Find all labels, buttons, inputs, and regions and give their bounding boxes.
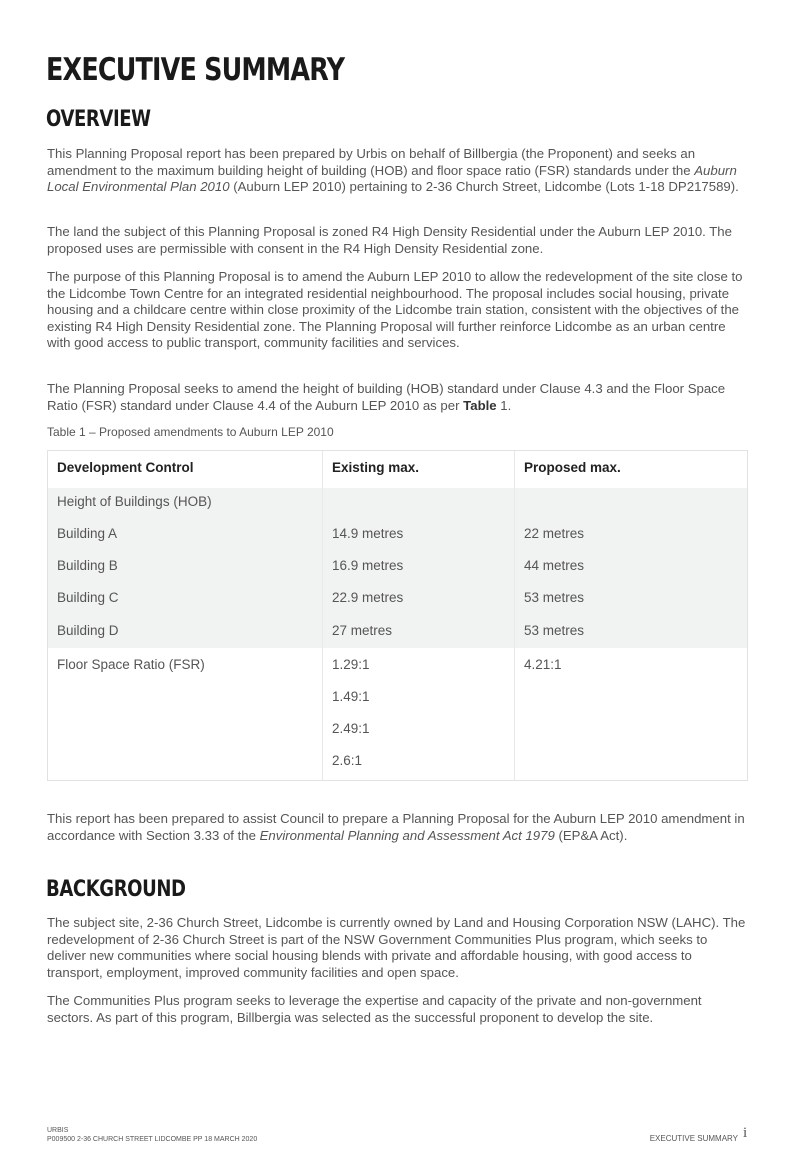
overview-paragraph-3: The purpose of this Planning Proposal is to amend the Auburn LEP 2010 to allow the redevelopment of the site close to the Lidcombe Town Centre for an integrated residential neighbourhood. The proposal includes social housing, private housing and a childcare centre within close proximity of the Lidcombe train station, consistent with the objectives of the existing R4 High Density Residential zone. The Planning Proposal will further reinforce Lidcombe as an urban centre with good access to public transport, community facilities and services. [47,269,743,350]
overview-paragraph-1 [47,146,749,196]
fsr-label: Floor Space Ratio (FSR) [57,657,205,672]
table-cell-control: Building C [57,590,119,605]
italic-plan-title: Auburn Local Environmental Plan 2010 [47,162,737,194]
overview-paragraph-4 [47,381,749,414]
background-paragraph-1: The subject site, 2-36 Church Street, Lidcombe is currently owned by Land and Housing Corporation NSW (LAHC). The redevelopment of 2-36 Church Street is part of the NSW Government Communities Plus program, which seeks to deliver new communities where social housing blends with private and affordable housing, with good access to transport, employment, improved community facilities and open space. [47,915,746,980]
table-cell-existing: 22.9 metres [332,590,404,605]
table-cell-proposed: 44 metres [524,558,585,573]
header-proposed-max: Proposed max. [524,460,621,475]
text-span: 1. [496,397,512,413]
table-cell-existing: 14.9 metres [332,526,404,541]
table-cell-control: Building D [57,623,119,638]
fsr-existing-value: 1.29:1 [332,657,370,672]
fsr-proposed-value: 4.21:1 [524,657,562,672]
column-divider [514,451,515,780]
overview-heading: OVERVIEW [46,107,151,132]
italic-act-title: Environmental Planning and Assessment Act 1979 [259,827,555,843]
fsr-existing-value: 1.49:1 [332,689,370,704]
column-divider [322,451,323,780]
table-cell-existing: 27 metres [332,623,393,638]
amendments-table [47,450,748,781]
header-development-control: Development Control [57,460,194,475]
background-paragraph-2: The Communities Plus program seeks to leverage the expertise and capacity of the private and non-government sectors. As part of this program, Billbergia was selected as the successful proponent to develop the site. [47,993,702,1025]
background-heading: BACKGROUND [46,877,186,902]
footer-project-line: P009500 2-36 CHURCH STREET LIDCOMBE PP 18 MARCH 2020 [47,1136,258,1143]
text-span: (Auburn LEP 2010) pertaining to 2-36 Church Street, Lidcombe (Lots 1-18 DP217589). [229,179,739,194]
header-existing-max: Existing max. [332,460,420,475]
page-number: i [743,1125,748,1141]
table-cell-proposed: 22 metres [524,526,585,541]
table-cell-control: Building A [57,526,118,541]
table-caption: Table 1 – Proposed amendments to Auburn LEP 2010 [47,425,334,439]
text-span: This Planning Proposal report has been prepared by Urbis on behalf of Billbergia (the Proponent) and seeks an amendment to the maximum building height of building (HOB) and floor space ratio (FSR) standards under the [47,146,696,178]
page-title: EXECUTIVE SUMMARY [46,52,345,88]
table-cell-control: Building B [57,558,118,573]
footer-section-label: EXECUTIVE SUMMARY [649,1134,738,1143]
footer-company: URBIS [47,1127,69,1134]
overview-paragraph-5 [47,811,749,844]
text-span: The Planning Proposal seeks to amend the height of building (HOB) standard under Clause 4.3 and the Floor Space Ratio (FSR) standard under Clause 4.4 of the Auburn LEP 2010 as per [47,381,726,413]
fsr-existing-value: 2.6:1 [332,753,363,768]
text-span: (EP&A Act). [554,827,628,843]
text-span: This report has been prepared to assist Council to prepare a Planning Proposal for the Auburn LEP 2010 amendment in accordance with Section 3.33 of the [47,811,745,843]
table-reference: Table [463,397,497,413]
table-cell-proposed: 53 metres [524,590,585,605]
footer-company-info [47,1126,257,1144]
table-cell-proposed: 53 metres [524,623,585,638]
fsr-existing-value: 2.49:1 [332,721,370,736]
overview-paragraph-2: The land the subject of this Planning Proposal is zoned R4 High Density Residential under the Auburn LEP 2010. The proposed uses are permissible with consent in the R4 High Density Residential zone. [47,224,732,256]
table-cell-existing: 16.9 metres [332,558,404,573]
hob-label: Height of Buildings (HOB) [57,494,212,509]
